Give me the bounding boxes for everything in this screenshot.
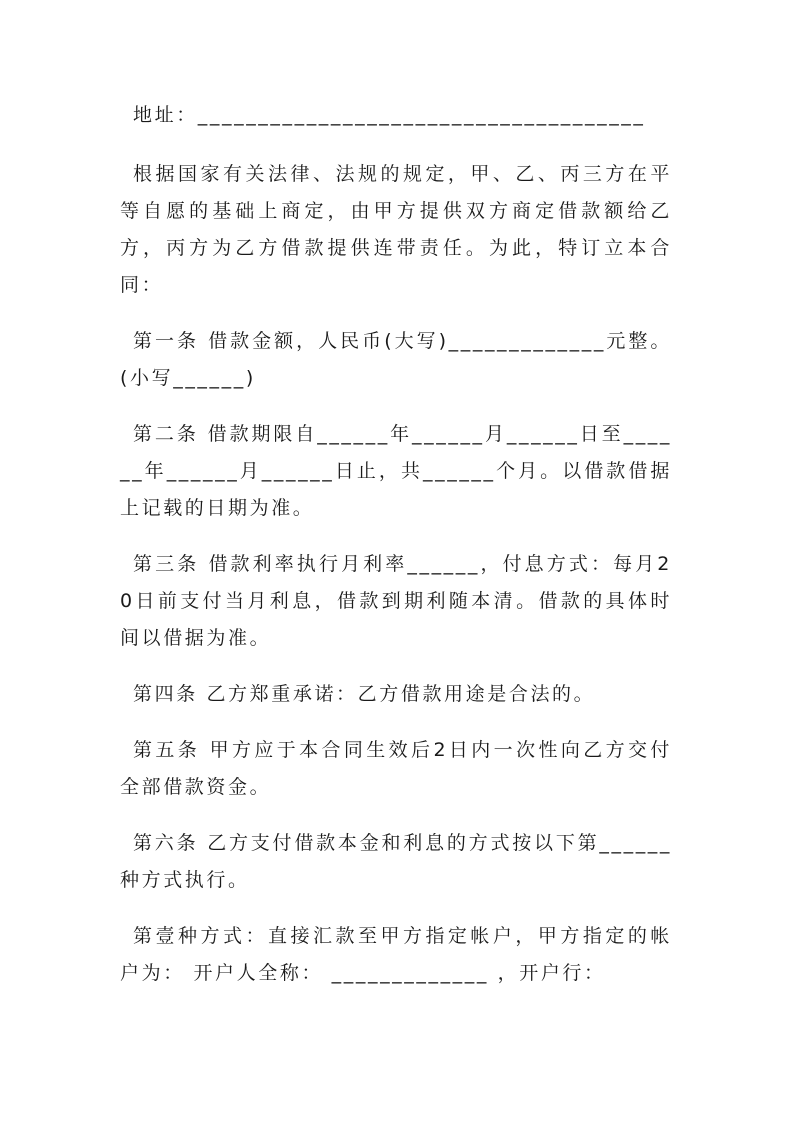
article-6-repayment-method: 第六条 乙方支付借款本金和利息的方式按以下第______种方式执行。 — [120, 832, 672, 891]
contract-page — [120, 97, 672, 1011]
article-5-disbursement: 第五条 甲方应于本合同生效后2日内一次性向乙方交付全部借款资金。 — [120, 739, 672, 798]
article-4-borrower-promise: 第四条 乙方郑重承诺：乙方借款用途是合法的。 — [133, 683, 596, 705]
article-2-loan-term: 第二条 借款期限自______年______月______日至______年______月______日止，共______个月。以借款借据上记载的日期为准。 — [120, 423, 672, 519]
preamble-paragraph: 根据国家有关法律、法规的规定，甲、乙、丙三方在平等自愿的基础上商定，由甲方提供双方商定借款额给乙方，丙方为乙方借款提供连带责任。为此，特订立本合同： — [120, 163, 672, 296]
article-3-interest-rate: 第三条 借款利率执行月利率______，付息方式：每月20日前支付当月利息，借款到期利随本清。借款的具体时间以借据为准。 — [120, 553, 672, 649]
article-1-loan-amount: 第一条 借款金额，人民币(大写)_____________元整。(小写______) — [120, 330, 672, 389]
repayment-method-1: 第壹种方式：直接汇款至甲方指定帐户，甲方指定的帐户为： 开户人全称： _____________ ，开户行： — [120, 925, 672, 984]
address-line: 地址：_____________________________________ — [133, 104, 646, 126]
